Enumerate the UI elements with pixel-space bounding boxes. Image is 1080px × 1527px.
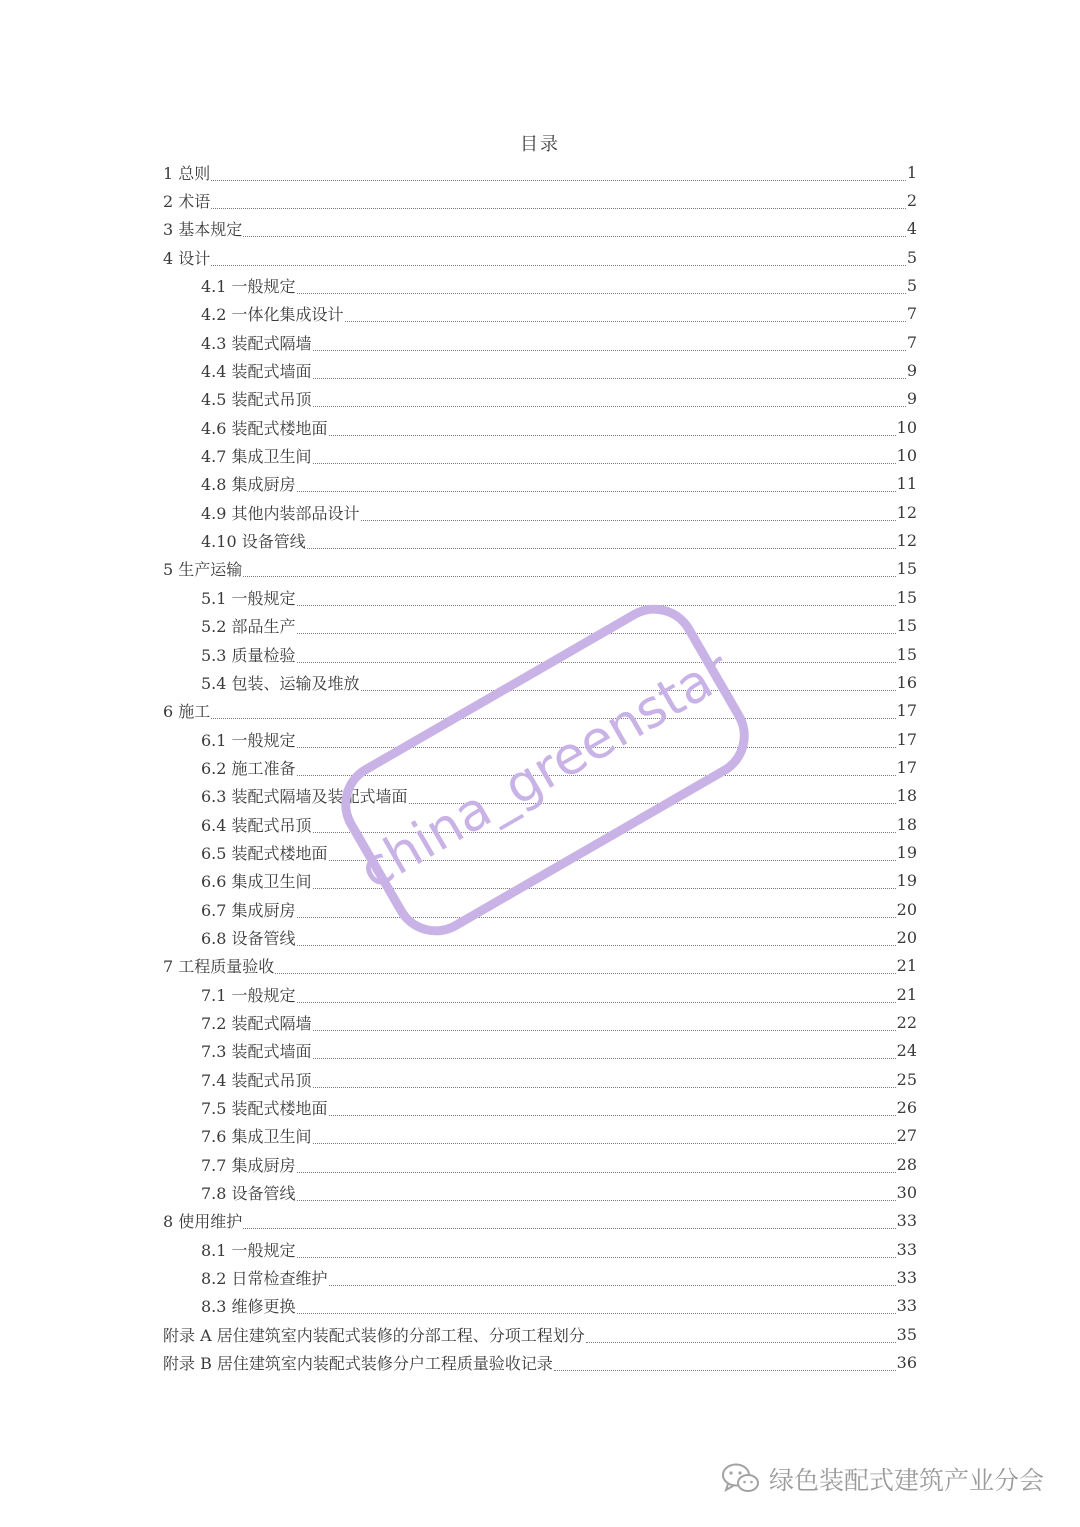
- toc-entry-page: 15: [896, 644, 917, 664]
- toc-entry: [163, 838, 917, 866]
- toc-entry-page: 27: [896, 1126, 917, 1146]
- toc-entry-label: 8.2 日常检查维护: [201, 1269, 328, 1289]
- toc-leader-dots: [307, 538, 896, 549]
- toc-entry-page: 4: [906, 219, 917, 239]
- toc-entry-label: 8.3 维修更换: [201, 1297, 296, 1317]
- toc-entry-page: 25: [896, 1069, 917, 1089]
- toc-entry-page: 16: [896, 672, 917, 692]
- toc-entry-page: 10: [896, 417, 917, 437]
- toc-leader-dots: [297, 765, 896, 776]
- toc-entry-label: 4.5 装配式吊顶: [201, 390, 312, 410]
- footer-brand: [721, 1461, 1044, 1497]
- toc-entry: [163, 555, 917, 583]
- toc-entry-page: 11: [896, 474, 917, 494]
- toc-entry-label: 4.3 装配式隔墙: [201, 333, 312, 353]
- toc-entry-page: 12: [896, 502, 917, 522]
- toc-entry-label: 7.4 装配式吊顶: [201, 1070, 312, 1090]
- toc-leader-dots: [313, 1020, 896, 1031]
- toc-leader-dots: [243, 1218, 895, 1229]
- toc-entry: [163, 640, 917, 668]
- toc-entry: [163, 1065, 917, 1093]
- toc-entry: [163, 725, 917, 753]
- toc-entry-page: 15: [896, 559, 917, 579]
- toc-leader-dots: [211, 170, 906, 181]
- toc-entry: [163, 243, 917, 271]
- toc-entry-page: 26: [896, 1098, 917, 1118]
- toc-entry-label: 2 术语: [163, 192, 211, 212]
- toc-entry-label: 附录 A 居住建筑室内装配式装修的分部工程、分项工程划分: [163, 1325, 585, 1345]
- toc-entry-label: 6.5 装配式楼地面: [201, 843, 328, 863]
- wechat-icon: [721, 1462, 761, 1496]
- toc-entry: [163, 1207, 917, 1235]
- toc-entry-label: 6.8 设备管线: [201, 928, 296, 948]
- toc-entry-label: 7.3 装配式墙面: [201, 1042, 312, 1062]
- toc-entry-label: 4.4 装配式墙面: [201, 362, 312, 382]
- toc-entry-label: 4.7 集成卫生间: [201, 447, 312, 467]
- toc-entry-label: 5 生产运输: [163, 560, 243, 580]
- toc-entry-page: 1: [906, 162, 917, 182]
- toc-leader-dots: [297, 907, 896, 918]
- toc-entry: [163, 782, 917, 810]
- toc-entry-label: 5.4 包装、运输及堆放: [201, 673, 360, 693]
- toc-entry-label: 附录 B 居住建筑室内装配式装修分户工程质量验收记录: [163, 1354, 553, 1374]
- toc-entry: [163, 1235, 917, 1263]
- toc-leader-dots: [409, 793, 896, 804]
- toc-entry-label: 4.6 装配式楼地面: [201, 418, 328, 438]
- toc-entry-page: 17: [896, 757, 917, 777]
- toc-entry-page: 33: [896, 1296, 917, 1316]
- toc-leader-dots: [297, 737, 896, 748]
- toc-leader-dots: [313, 878, 896, 889]
- toc-entry-label: 6 施工: [163, 702, 211, 722]
- toc-entry-page: 5: [906, 247, 917, 267]
- toc-entry-page: 19: [896, 871, 917, 891]
- toc-entry: [163, 1348, 917, 1376]
- toc-leader-dots: [297, 623, 896, 634]
- toc-entry-page: 21: [896, 984, 917, 1004]
- toc-entry-label: 6.1 一般规定: [201, 730, 296, 750]
- toc-entry: [163, 1037, 917, 1065]
- toc-leader-dots: [275, 963, 895, 974]
- toc-entry-label: 3 基本规定: [163, 220, 243, 240]
- toc-leader-dots: [297, 652, 896, 663]
- toc-entry: [163, 271, 917, 299]
- toc-leader-dots: [345, 311, 906, 322]
- toc-entry: [163, 1093, 917, 1121]
- toc-entry-label: 7.7 集成厨房: [201, 1155, 296, 1175]
- toc-leader-dots: [313, 368, 906, 379]
- toc-entry-label: 7.5 装配式楼地面: [201, 1099, 328, 1119]
- toc-leader-dots: [313, 1048, 896, 1059]
- toc-entry-page: 19: [896, 842, 917, 862]
- toc-entry-label: 5.2 部品生产: [201, 617, 296, 637]
- toc-entry: [163, 980, 917, 1008]
- toc-entry-page: 28: [896, 1154, 917, 1174]
- toc-entry-label: 5.3 质量检验: [201, 645, 296, 665]
- toc-leader-dots: [329, 1105, 896, 1116]
- toc-list: [163, 158, 917, 1377]
- toc-entry: [163, 526, 917, 554]
- toc-entry-page: 35: [896, 1324, 917, 1344]
- toc-entry-label: 6.4 装配式吊顶: [201, 815, 312, 835]
- toc-entry-page: 9: [906, 389, 917, 409]
- toc-entry-page: 15: [896, 587, 917, 607]
- toc-leader-dots: [297, 595, 896, 606]
- toc-entry-page: 7: [906, 332, 917, 352]
- toc-leader-dots: [297, 1303, 896, 1314]
- toc-entry-page: 10: [896, 446, 917, 466]
- toc-entry: [163, 385, 917, 413]
- toc-entry-page: 20: [896, 927, 917, 947]
- toc-entry-page: 33: [896, 1239, 917, 1259]
- toc-entry-label: 1 总则: [163, 163, 211, 183]
- toc-leader-dots: [329, 850, 896, 861]
- toc-entry: [163, 1292, 917, 1320]
- toc-entry-label: 7.2 装配式隔墙: [201, 1013, 312, 1033]
- toc-entry-page: 21: [896, 956, 917, 976]
- toc-entry: [163, 413, 917, 441]
- toc-entry-label: 8 使用维护: [163, 1212, 243, 1232]
- toc-entry-page: 5: [906, 276, 917, 296]
- toc-leader-dots: [313, 1077, 896, 1088]
- toc-entry: [163, 923, 917, 951]
- toc-leader-dots: [313, 340, 906, 351]
- toc-entry-page: 33: [896, 1211, 917, 1231]
- toc-entry-page: 18: [896, 786, 917, 806]
- toc-entry-label: 6.6 集成卫生间: [201, 872, 312, 892]
- toc-entry-page: 12: [896, 531, 917, 551]
- toc-leader-dots: [329, 1275, 896, 1286]
- footer-text: 绿色装配式建筑产业分会: [768, 1466, 1044, 1495]
- toc-entry: [163, 1008, 917, 1036]
- toc-entry-label: 7.6 集成卫生间: [201, 1127, 312, 1147]
- toc-leader-dots: [297, 1247, 896, 1258]
- toc-entry-label: 6.7 集成厨房: [201, 900, 296, 920]
- toc-entry: [163, 498, 917, 526]
- toc-entry-page: 2: [906, 191, 917, 211]
- toc-entry: [163, 470, 917, 498]
- toc-entry-page: 7: [906, 304, 917, 324]
- toc-leader-dots: [313, 396, 906, 407]
- toc-entry-page: 15: [896, 616, 917, 636]
- toc-entry-label: 7 工程质量验收: [163, 957, 275, 977]
- toc-entry: [163, 1150, 917, 1178]
- toc-entry-page: 22: [896, 1012, 917, 1032]
- toc-entry-label: 4.1 一般规定: [201, 277, 296, 297]
- toc-entry-page: 9: [906, 361, 917, 381]
- toc-entry-page: 20: [896, 899, 917, 919]
- toc-entry-page: 33: [896, 1268, 917, 1288]
- toc-leader-dots: [554, 1360, 896, 1371]
- toc-entry: [163, 1320, 917, 1348]
- toc-entry-label: 4 设计: [163, 248, 211, 268]
- toc-entry-label: 6.3 装配式隔墙及装配式墙面: [201, 787, 408, 807]
- toc-entry: [163, 867, 917, 895]
- toc-entry-label: 4.8 集成厨房: [201, 475, 296, 495]
- toc-leader-dots: [313, 822, 896, 833]
- toc-entry: [163, 328, 917, 356]
- toc-leader-dots: [297, 935, 896, 946]
- toc-leader-dots: [211, 255, 906, 266]
- toc-entry-label: 6.2 施工准备: [201, 758, 296, 778]
- toc-entry-page: 24: [896, 1041, 917, 1061]
- toc-leader-dots: [329, 425, 896, 436]
- toc-entry: [163, 215, 917, 243]
- toc-entry: [163, 753, 917, 781]
- toc-leader-dots: [313, 1133, 896, 1144]
- toc-entry: [163, 158, 917, 186]
- toc-entry-label: 7.1 一般规定: [201, 985, 296, 1005]
- toc-entry-page: 17: [896, 701, 917, 721]
- toc-entry-label: 7.8 设备管线: [201, 1184, 296, 1204]
- toc-entry: [163, 810, 917, 838]
- toc-leader-dots: [297, 992, 896, 1003]
- toc-entry: [163, 1178, 917, 1206]
- page-title: 目录: [520, 134, 560, 155]
- toc-entry-page: 36: [896, 1353, 917, 1373]
- toc-entry-label: 4.9 其他内装部品设计: [201, 503, 360, 523]
- toc-leader-dots: [211, 708, 895, 719]
- toc-leader-dots: [361, 680, 896, 691]
- toc-leader-dots: [297, 1190, 896, 1201]
- toc-entry-label: 8.1 一般规定: [201, 1240, 296, 1260]
- toc-entry: [163, 300, 917, 328]
- toc-entry-page: 17: [896, 729, 917, 749]
- toc-entry: [163, 697, 917, 725]
- toc-entry: [163, 441, 917, 469]
- toc-entry-page: 30: [896, 1183, 917, 1203]
- toc-entry: [163, 952, 917, 980]
- toc-entry: [163, 583, 917, 611]
- toc-entry: [163, 356, 917, 384]
- toc-entry: [163, 895, 917, 923]
- toc-leader-dots: [211, 198, 906, 209]
- watermark-text: china_greenstar: [349, 640, 742, 902]
- toc-leader-dots: [361, 510, 896, 521]
- toc-leader-dots: [297, 481, 896, 492]
- toc-entry-label: 5.1 一般规定: [201, 588, 296, 608]
- toc-leader-dots: [297, 1162, 896, 1173]
- toc-entry: [163, 668, 917, 696]
- toc-entry-label: 4.2 一体化集成设计: [201, 305, 344, 325]
- toc-leader-dots: [313, 453, 896, 464]
- toc-entry: [163, 1263, 917, 1291]
- toc-leader-dots: [243, 566, 895, 577]
- toc-leader-dots: [243, 226, 906, 237]
- toc-leader-dots: [586, 1332, 896, 1343]
- toc-entry: [163, 186, 917, 214]
- toc-entry-page: 18: [896, 814, 917, 834]
- toc-entry: [163, 612, 917, 640]
- toc-leader-dots: [297, 283, 906, 294]
- toc-entry: [163, 1122, 917, 1150]
- toc-entry-label: 4.10 设备管线: [201, 532, 306, 552]
